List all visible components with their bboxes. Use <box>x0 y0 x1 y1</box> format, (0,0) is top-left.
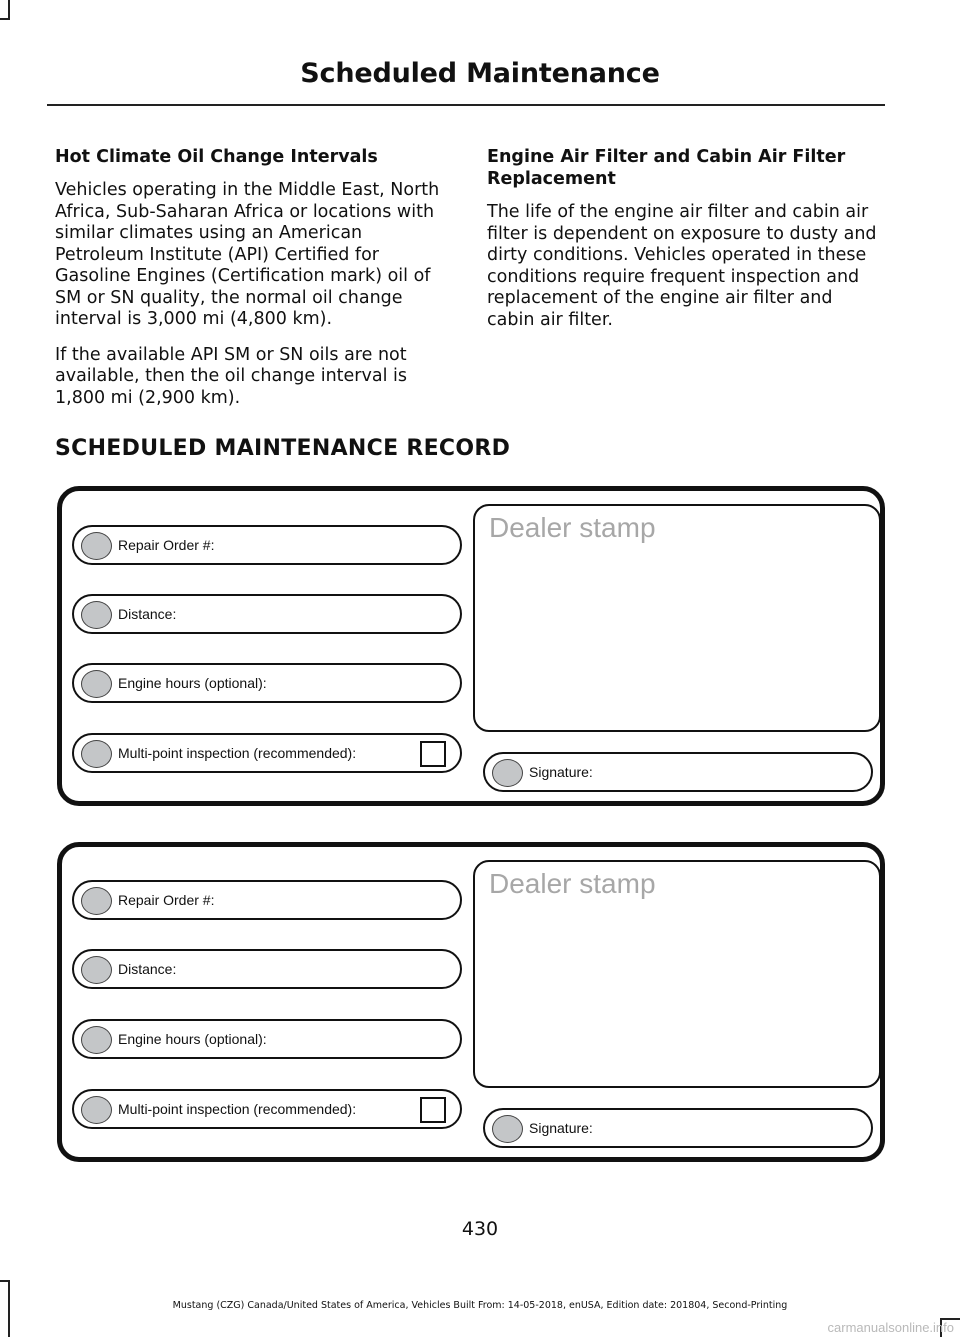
paragraph: The life of the engine air filter and cabin air filter is dependent on exposure to dusty and dirty conditions. Vehicles operated in these conditions require frequent inspection and replacement of the engine air filter and cabin air filter. <box>487 202 877 330</box>
engine-hours-field[interactable] <box>72 1019 462 1059</box>
bullet-icon <box>81 532 112 560</box>
crop-mark <box>8 0 10 20</box>
signature-field[interactable] <box>483 1108 873 1148</box>
dealer-stamp-label: Dealer stamp <box>489 512 656 543</box>
distance-field[interactable] <box>72 949 462 989</box>
bullet-icon <box>81 887 112 915</box>
maintenance-record-card <box>57 486 885 806</box>
inspection-field <box>72 733 462 773</box>
bullet-icon <box>81 670 112 698</box>
paragraph: Vehicles operating in the Middle East, North Africa, Sub-Saharan Africa or locations with similar climates using an American Petroleum Institute (API) Certified for Gasoline Engines (Certification mark) oil of SM or SN quality, the normal oil change interval is 3,000 mi (4,800 km). <box>55 180 440 329</box>
engine-hours-field[interactable] <box>72 663 462 703</box>
section-heading: Engine Air Filter and Cabin Air Filter Replacement <box>487 147 846 189</box>
page-number: 430 <box>461 1218 499 1240</box>
bullet-icon <box>492 759 523 787</box>
field-label: Signature: <box>529 764 593 780</box>
signature-field[interactable] <box>483 752 873 792</box>
field-label: Repair Order #: <box>118 892 215 908</box>
page-title: Scheduled Maintenance <box>300 58 660 89</box>
field-label: Signature: <box>529 1120 593 1136</box>
bullet-icon <box>81 740 112 768</box>
inspection-field <box>72 1089 462 1129</box>
crop-mark <box>0 18 10 20</box>
header-divider <box>47 104 885 106</box>
left-column <box>55 146 450 423</box>
section-heading: Hot Climate Oil Change Intervals <box>55 147 378 167</box>
distance-field[interactable] <box>72 594 462 634</box>
bullet-icon <box>81 956 112 984</box>
dealer-stamp-label: Dealer stamp <box>489 868 656 899</box>
bullet-icon <box>81 1096 112 1124</box>
inspection-checkbox[interactable] <box>420 741 446 767</box>
field-label: Engine hours (optional): <box>118 1031 267 1047</box>
footer-text: Mustang (CZG) Canada/United States of America, Vehicles Built From: 14-05-2018, enUSA, Edition date: 201804, Second-Printing <box>172 1300 788 1311</box>
field-label: Distance: <box>118 961 177 977</box>
bullet-icon <box>81 601 112 629</box>
field-label: Distance: <box>118 606 177 622</box>
dealer-stamp-box <box>473 504 881 732</box>
maintenance-record-card <box>57 842 885 1162</box>
right-column <box>487 146 882 345</box>
watermark: carmanualsonline.info <box>827 1320 954 1335</box>
crop-mark <box>0 1280 10 1282</box>
repair-order-field[interactable] <box>72 880 462 920</box>
field-label: Engine hours (optional): <box>118 675 267 691</box>
repair-order-field[interactable] <box>72 525 462 565</box>
record-section-title: SCHEDULED MAINTENANCE RECORD <box>55 436 511 461</box>
paragraph: If the available API SM or SN oils are not available, then the oil change interval is 1,800 mi (2,900 km). <box>55 344 407 408</box>
inspection-checkbox[interactable] <box>420 1097 446 1123</box>
bullet-icon <box>81 1026 112 1054</box>
field-label: Repair Order #: <box>118 537 215 553</box>
field-label: Multi-point inspection (recommended): <box>118 1101 357 1117</box>
dealer-stamp-box <box>473 860 881 1088</box>
bullet-icon <box>492 1115 523 1143</box>
field-label: Multi-point inspection (recommended): <box>118 745 357 761</box>
